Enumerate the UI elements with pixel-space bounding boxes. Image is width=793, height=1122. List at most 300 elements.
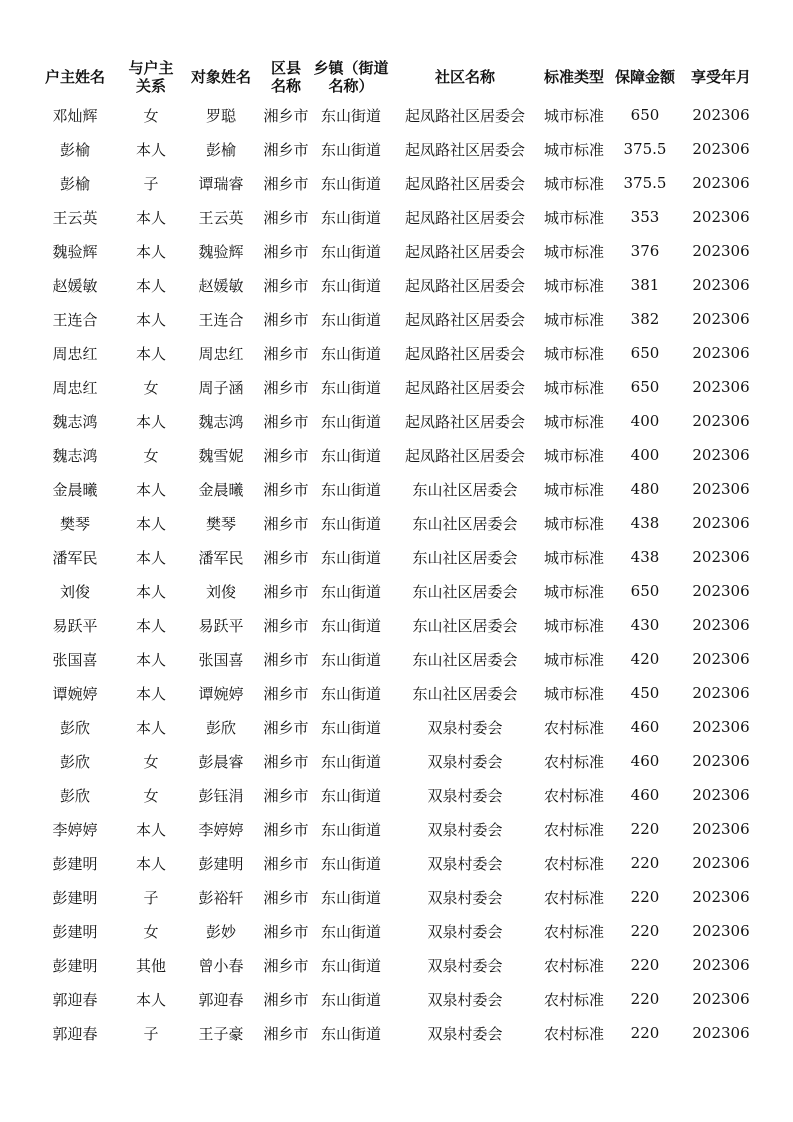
cell-householder-name: 谭婉婷 (52, 684, 98, 703)
cell-householder-name: 郭迎春 (52, 1024, 98, 1043)
cell-county: 湘乡市 (263, 106, 309, 125)
cell-township: 东山街道 (320, 786, 381, 805)
table-row (30, 676, 760, 710)
cell-recipient-name: 彭钰涓 (198, 786, 244, 805)
cell-standard-type: 城市标准 (543, 684, 604, 703)
cell-standard-type: 农村标准 (543, 718, 604, 737)
cell-standard-type: 城市标准 (543, 276, 604, 295)
cell-township: 东山街道 (320, 548, 381, 567)
cell-relation: 女 (143, 922, 159, 941)
cell-amount: 220 (630, 888, 660, 906)
table-row (30, 608, 760, 642)
cell-community: 起凤路社区居委会 (404, 174, 525, 193)
cell-standard-type: 城市标准 (543, 616, 604, 635)
cell-standard-type: 农村标准 (543, 956, 604, 975)
table-row (30, 268, 760, 302)
document-page (30, 56, 760, 1050)
cell-period: 202306 (692, 174, 750, 192)
cell-community: 起凤路社区居委会 (404, 412, 525, 431)
header-township-line: 名称） (328, 77, 374, 95)
cell-standard-type: 农村标准 (543, 922, 604, 941)
cell-community: 起凤路社区居委会 (404, 140, 525, 159)
cell-recipient-name: 樊琴 (205, 514, 236, 533)
table-row (30, 574, 760, 608)
cell-amount: 375.5 (623, 140, 667, 158)
cell-community: 双泉村委会 (427, 956, 503, 975)
cell-relation: 本人 (135, 990, 166, 1009)
cell-standard-type: 城市标准 (543, 412, 604, 431)
cell-relation: 本人 (135, 548, 166, 567)
cell-county: 湘乡市 (263, 922, 309, 941)
table-row (30, 506, 760, 540)
cell-recipient-name: 魏雪妮 (198, 446, 244, 465)
cell-period: 202306 (692, 548, 750, 566)
table-row (30, 744, 760, 778)
cell-relation: 本人 (135, 854, 166, 873)
cell-recipient-name: 王子豪 (198, 1024, 244, 1043)
cell-relation: 本人 (135, 616, 166, 635)
cell-county: 湘乡市 (263, 344, 309, 363)
cell-recipient-name: 谭瑞睿 (198, 174, 244, 193)
cell-community: 起凤路社区居委会 (404, 276, 525, 295)
header-period-line: 享受年月 (690, 68, 751, 86)
cell-township: 东山街道 (320, 514, 381, 533)
cell-amount: 220 (630, 956, 660, 974)
cell-township: 东山街道 (320, 344, 381, 363)
cell-relation: 女 (143, 446, 159, 465)
cell-community: 东山社区居委会 (412, 514, 518, 533)
cell-township: 东山街道 (320, 718, 381, 737)
cell-township: 东山街道 (320, 854, 381, 873)
cell-standard-type: 农村标准 (543, 786, 604, 805)
header-row (30, 56, 760, 98)
cell-county: 湘乡市 (263, 786, 309, 805)
cell-community: 双泉村委会 (427, 888, 503, 907)
cell-township: 东山街道 (320, 1024, 381, 1043)
cell-township: 东山街道 (320, 752, 381, 771)
cell-standard-type: 农村标准 (543, 1024, 604, 1043)
cell-recipient-name: 曾小春 (198, 956, 244, 975)
cell-relation: 本人 (135, 412, 166, 431)
header-community (390, 56, 540, 98)
cell-householder-name: 刘俊 (59, 582, 90, 601)
table-body (30, 98, 760, 1050)
cell-amount: 430 (630, 616, 660, 634)
cell-relation: 本人 (135, 820, 166, 839)
cell-period: 202306 (692, 412, 750, 430)
cell-relation: 子 (143, 174, 159, 193)
cell-householder-name: 李婷婷 (52, 820, 98, 839)
cell-relation: 女 (143, 786, 159, 805)
cell-relation: 本人 (135, 140, 166, 159)
cell-recipient-name: 周子涵 (198, 378, 244, 397)
cell-recipient-name: 李婷婷 (198, 820, 244, 839)
cell-amount: 650 (630, 106, 660, 124)
cell-amount: 480 (630, 480, 660, 498)
table-row (30, 132, 760, 166)
table-row (30, 472, 760, 506)
cell-community: 双泉村委会 (427, 752, 503, 771)
cell-county: 湘乡市 (263, 956, 309, 975)
cell-householder-name: 魏验辉 (52, 242, 98, 261)
cell-township: 东山街道 (320, 446, 381, 465)
cell-standard-type: 农村标准 (543, 854, 604, 873)
cell-period: 202306 (692, 922, 750, 940)
cell-recipient-name: 魏志鸿 (198, 412, 244, 431)
cell-township: 东山街道 (320, 616, 381, 635)
cell-period: 202306 (692, 718, 750, 736)
cell-householder-name: 彭建明 (52, 922, 98, 941)
cell-period: 202306 (692, 344, 750, 362)
cell-period: 202306 (692, 650, 750, 668)
cell-amount: 420 (630, 650, 660, 668)
cell-standard-type: 城市标准 (543, 140, 604, 159)
cell-recipient-name: 王云英 (198, 208, 244, 227)
header-relation-line: 关系 (135, 77, 166, 95)
cell-community: 双泉村委会 (427, 922, 503, 941)
cell-township: 东山街道 (320, 140, 381, 159)
cell-community: 起凤路社区居委会 (404, 446, 525, 465)
cell-amount: 353 (630, 208, 660, 226)
cell-standard-type: 农村标准 (543, 752, 604, 771)
table-row (30, 812, 760, 846)
cell-community: 起凤路社区居委会 (404, 344, 525, 363)
table-row (30, 982, 760, 1016)
cell-township: 东山街道 (320, 990, 381, 1009)
cell-township: 东山街道 (320, 650, 381, 669)
header-recipient-name (182, 56, 260, 98)
cell-period: 202306 (692, 242, 750, 260)
cell-recipient-name: 彭晨睿 (198, 752, 244, 771)
header-standard-type (540, 56, 608, 98)
table-row (30, 302, 760, 336)
cell-standard-type: 城市标准 (543, 446, 604, 465)
cell-period: 202306 (692, 446, 750, 464)
cell-standard-type: 农村标准 (543, 820, 604, 839)
cell-community: 东山社区居委会 (412, 582, 518, 601)
cell-relation: 本人 (135, 582, 166, 601)
cell-householder-name: 魏志鸿 (52, 412, 98, 431)
cell-relation: 女 (143, 752, 159, 771)
cell-amount: 650 (630, 582, 660, 600)
cell-county: 湘乡市 (263, 208, 309, 227)
header-relation (120, 56, 182, 98)
cell-community: 双泉村委会 (427, 990, 503, 1009)
table-row (30, 98, 760, 132)
cell-recipient-name: 彭裕轩 (198, 888, 244, 907)
cell-householder-name: 邓灿辉 (52, 106, 98, 125)
cell-community: 双泉村委会 (427, 820, 503, 839)
cell-county: 湘乡市 (263, 718, 309, 737)
cell-recipient-name: 彭榆 (205, 140, 236, 159)
header-township-line: 乡镇（街道 (313, 59, 389, 77)
cell-township: 东山街道 (320, 888, 381, 907)
cell-householder-name: 易跃平 (52, 616, 98, 635)
cell-amount: 400 (630, 446, 660, 464)
cell-period: 202306 (692, 854, 750, 872)
cell-relation: 子 (143, 888, 159, 907)
cell-period: 202306 (692, 616, 750, 634)
table-row (30, 1016, 760, 1050)
cell-relation: 本人 (135, 684, 166, 703)
cell-community: 双泉村委会 (427, 854, 503, 873)
table-row (30, 404, 760, 438)
header-amount (608, 56, 682, 98)
cell-period: 202306 (692, 310, 750, 328)
cell-period: 202306 (692, 684, 750, 702)
cell-community: 双泉村委会 (427, 786, 503, 805)
cell-standard-type: 城市标准 (543, 106, 604, 125)
header-recipient-name-line: 对象姓名 (190, 68, 251, 86)
cell-recipient-name: 易跃平 (198, 616, 244, 635)
cell-householder-name: 赵媛敏 (52, 276, 98, 295)
cell-standard-type: 城市标准 (543, 514, 604, 533)
cell-standard-type: 城市标准 (543, 310, 604, 329)
cell-recipient-name: 彭建明 (198, 854, 244, 873)
cell-county: 湘乡市 (263, 310, 309, 329)
cell-community: 双泉村委会 (427, 1024, 503, 1043)
cell-householder-name: 周忠红 (52, 378, 98, 397)
cell-amount: 375.5 (623, 174, 667, 192)
cell-community: 起凤路社区居委会 (404, 106, 525, 125)
cell-period: 202306 (692, 140, 750, 158)
cell-standard-type: 农村标准 (543, 888, 604, 907)
cell-period: 202306 (692, 1024, 750, 1042)
cell-recipient-name: 魏验辉 (198, 242, 244, 261)
cell-community: 起凤路社区居委会 (404, 242, 525, 261)
cell-standard-type: 城市标准 (543, 548, 604, 567)
cell-period: 202306 (692, 276, 750, 294)
cell-county: 湘乡市 (263, 616, 309, 635)
table-row (30, 438, 760, 472)
cell-county: 湘乡市 (263, 684, 309, 703)
cell-recipient-name: 彭欣 (205, 718, 236, 737)
cell-householder-name: 彭欣 (59, 752, 90, 771)
cell-standard-type: 农村标准 (543, 990, 604, 1009)
header-county-line: 区县 (270, 59, 301, 77)
cell-community: 起凤路社区居委会 (404, 208, 525, 227)
cell-community: 双泉村委会 (427, 718, 503, 737)
table-row (30, 166, 760, 200)
cell-standard-type: 城市标准 (543, 582, 604, 601)
table-row (30, 370, 760, 404)
cell-recipient-name: 张国喜 (198, 650, 244, 669)
cell-period: 202306 (692, 990, 750, 1008)
cell-amount: 650 (630, 378, 660, 396)
cell-county: 湘乡市 (263, 174, 309, 193)
cell-amount: 438 (630, 548, 660, 566)
table-row (30, 200, 760, 234)
cell-amount: 450 (630, 684, 660, 702)
cell-recipient-name: 金晨曦 (198, 480, 244, 499)
cell-relation: 本人 (135, 344, 166, 363)
cell-relation: 本人 (135, 276, 166, 295)
cell-householder-name: 张国喜 (52, 650, 98, 669)
cell-householder-name: 郭迎春 (52, 990, 98, 1009)
cell-standard-type: 城市标准 (543, 378, 604, 397)
table-row (30, 710, 760, 744)
cell-amount: 220 (630, 820, 660, 838)
cell-standard-type: 城市标准 (543, 208, 604, 227)
cell-county: 湘乡市 (263, 480, 309, 499)
cell-recipient-name: 郭迎春 (198, 990, 244, 1009)
cell-county: 湘乡市 (263, 276, 309, 295)
cell-township: 东山街道 (320, 106, 381, 125)
table-row (30, 336, 760, 370)
cell-relation: 子 (143, 1024, 159, 1043)
cell-standard-type: 城市标准 (543, 242, 604, 261)
cell-period: 202306 (692, 514, 750, 532)
cell-relation: 本人 (135, 310, 166, 329)
cell-relation: 本人 (135, 650, 166, 669)
cell-recipient-name: 潘军民 (198, 548, 244, 567)
cell-householder-name: 周忠红 (52, 344, 98, 363)
header-county-line: 名称 (270, 77, 301, 95)
cell-amount: 460 (630, 786, 660, 804)
cell-community: 起凤路社区居委会 (404, 310, 525, 329)
cell-recipient-name: 刘俊 (205, 582, 236, 601)
cell-relation: 本人 (135, 208, 166, 227)
cell-recipient-name: 罗聪 (205, 106, 236, 125)
cell-county: 湘乡市 (263, 990, 309, 1009)
table-header (30, 56, 760, 98)
cell-householder-name: 魏志鸿 (52, 446, 98, 465)
cell-amount: 381 (630, 276, 660, 294)
cell-county: 湘乡市 (263, 446, 309, 465)
cell-period: 202306 (692, 752, 750, 770)
cell-community: 起凤路社区居委会 (404, 378, 525, 397)
cell-township: 东山街道 (320, 378, 381, 397)
cell-amount: 220 (630, 854, 660, 872)
cell-township: 东山街道 (320, 310, 381, 329)
cell-county: 湘乡市 (263, 140, 309, 159)
cell-community: 东山社区居委会 (412, 650, 518, 669)
cell-householder-name: 彭榆 (59, 174, 90, 193)
table-row (30, 948, 760, 982)
cell-standard-type: 城市标准 (543, 480, 604, 499)
cell-period: 202306 (692, 888, 750, 906)
table-row (30, 540, 760, 574)
table-row (30, 914, 760, 948)
cell-county: 湘乡市 (263, 548, 309, 567)
cell-township: 东山街道 (320, 480, 381, 499)
cell-period: 202306 (692, 208, 750, 226)
cell-amount: 382 (630, 310, 660, 328)
cell-community: 东山社区居委会 (412, 480, 518, 499)
table-row (30, 778, 760, 812)
cell-relation: 本人 (135, 480, 166, 499)
cell-amount: 460 (630, 752, 660, 770)
cell-township: 东山街道 (320, 174, 381, 193)
cell-standard-type: 城市标准 (543, 344, 604, 363)
header-relation-line: 与户主 (128, 59, 174, 77)
cell-county: 湘乡市 (263, 378, 309, 397)
cell-county: 湘乡市 (263, 514, 309, 533)
cell-householder-name: 彭欣 (59, 718, 90, 737)
cell-period: 202306 (692, 956, 750, 974)
cell-township: 东山街道 (320, 242, 381, 261)
cell-township: 东山街道 (320, 208, 381, 227)
header-householder-name (30, 56, 120, 98)
cell-county: 湘乡市 (263, 242, 309, 261)
cell-county: 湘乡市 (263, 650, 309, 669)
cell-householder-name: 彭建明 (52, 956, 98, 975)
header-township (312, 56, 390, 98)
cell-householder-name: 金晨曦 (52, 480, 98, 499)
header-period (682, 56, 760, 98)
cell-amount: 650 (630, 344, 660, 362)
cell-householder-name: 彭欣 (59, 786, 90, 805)
cell-recipient-name: 彭妙 (205, 922, 236, 941)
cell-county: 湘乡市 (263, 412, 309, 431)
header-householder-name-line: 户主姓名 (44, 68, 105, 86)
cell-relation: 本人 (135, 242, 166, 261)
cell-amount: 376 (630, 242, 660, 260)
cell-householder-name: 王连合 (52, 310, 98, 329)
subsidy-table (30, 56, 760, 1050)
cell-county: 湘乡市 (263, 1024, 309, 1043)
cell-recipient-name: 谭婉婷 (198, 684, 244, 703)
cell-recipient-name: 周忠红 (198, 344, 244, 363)
cell-householder-name: 彭榆 (59, 140, 90, 159)
cell-householder-name: 彭建明 (52, 888, 98, 907)
cell-amount: 438 (630, 514, 660, 532)
cell-community: 东山社区居委会 (412, 684, 518, 703)
cell-amount: 220 (630, 922, 660, 940)
cell-township: 东山街道 (320, 820, 381, 839)
cell-township: 东山街道 (320, 684, 381, 703)
cell-relation: 其他 (135, 956, 166, 975)
cell-period: 202306 (692, 786, 750, 804)
cell-householder-name: 彭建明 (52, 854, 98, 873)
cell-amount: 220 (630, 1024, 660, 1042)
cell-period: 202306 (692, 820, 750, 838)
cell-township: 东山街道 (320, 956, 381, 975)
cell-township: 东山街道 (320, 276, 381, 295)
cell-recipient-name: 赵媛敏 (198, 276, 244, 295)
table-row (30, 234, 760, 268)
table-row (30, 846, 760, 880)
cell-amount: 460 (630, 718, 660, 736)
cell-county: 湘乡市 (263, 854, 309, 873)
cell-county: 湘乡市 (263, 752, 309, 771)
cell-amount: 400 (630, 412, 660, 430)
cell-period: 202306 (692, 378, 750, 396)
header-community-line: 社区名称 (434, 68, 495, 86)
cell-standard-type: 城市标准 (543, 650, 604, 669)
cell-recipient-name: 王连合 (198, 310, 244, 329)
cell-period: 202306 (692, 106, 750, 124)
cell-township: 东山街道 (320, 412, 381, 431)
cell-period: 202306 (692, 480, 750, 498)
cell-township: 东山街道 (320, 582, 381, 601)
table-row (30, 880, 760, 914)
cell-county: 湘乡市 (263, 820, 309, 839)
cell-community: 东山社区居委会 (412, 616, 518, 635)
header-standard-type-line: 标准类型 (543, 68, 604, 86)
cell-township: 东山街道 (320, 922, 381, 941)
cell-amount: 220 (630, 990, 660, 1008)
cell-relation: 本人 (135, 718, 166, 737)
cell-standard-type: 城市标准 (543, 174, 604, 193)
cell-community: 东山社区居委会 (412, 548, 518, 567)
cell-relation: 女 (143, 378, 159, 397)
table-row (30, 642, 760, 676)
cell-relation: 女 (143, 106, 159, 125)
cell-county: 湘乡市 (263, 888, 309, 907)
header-amount-line: 保障金额 (614, 68, 675, 86)
cell-relation: 本人 (135, 514, 166, 533)
